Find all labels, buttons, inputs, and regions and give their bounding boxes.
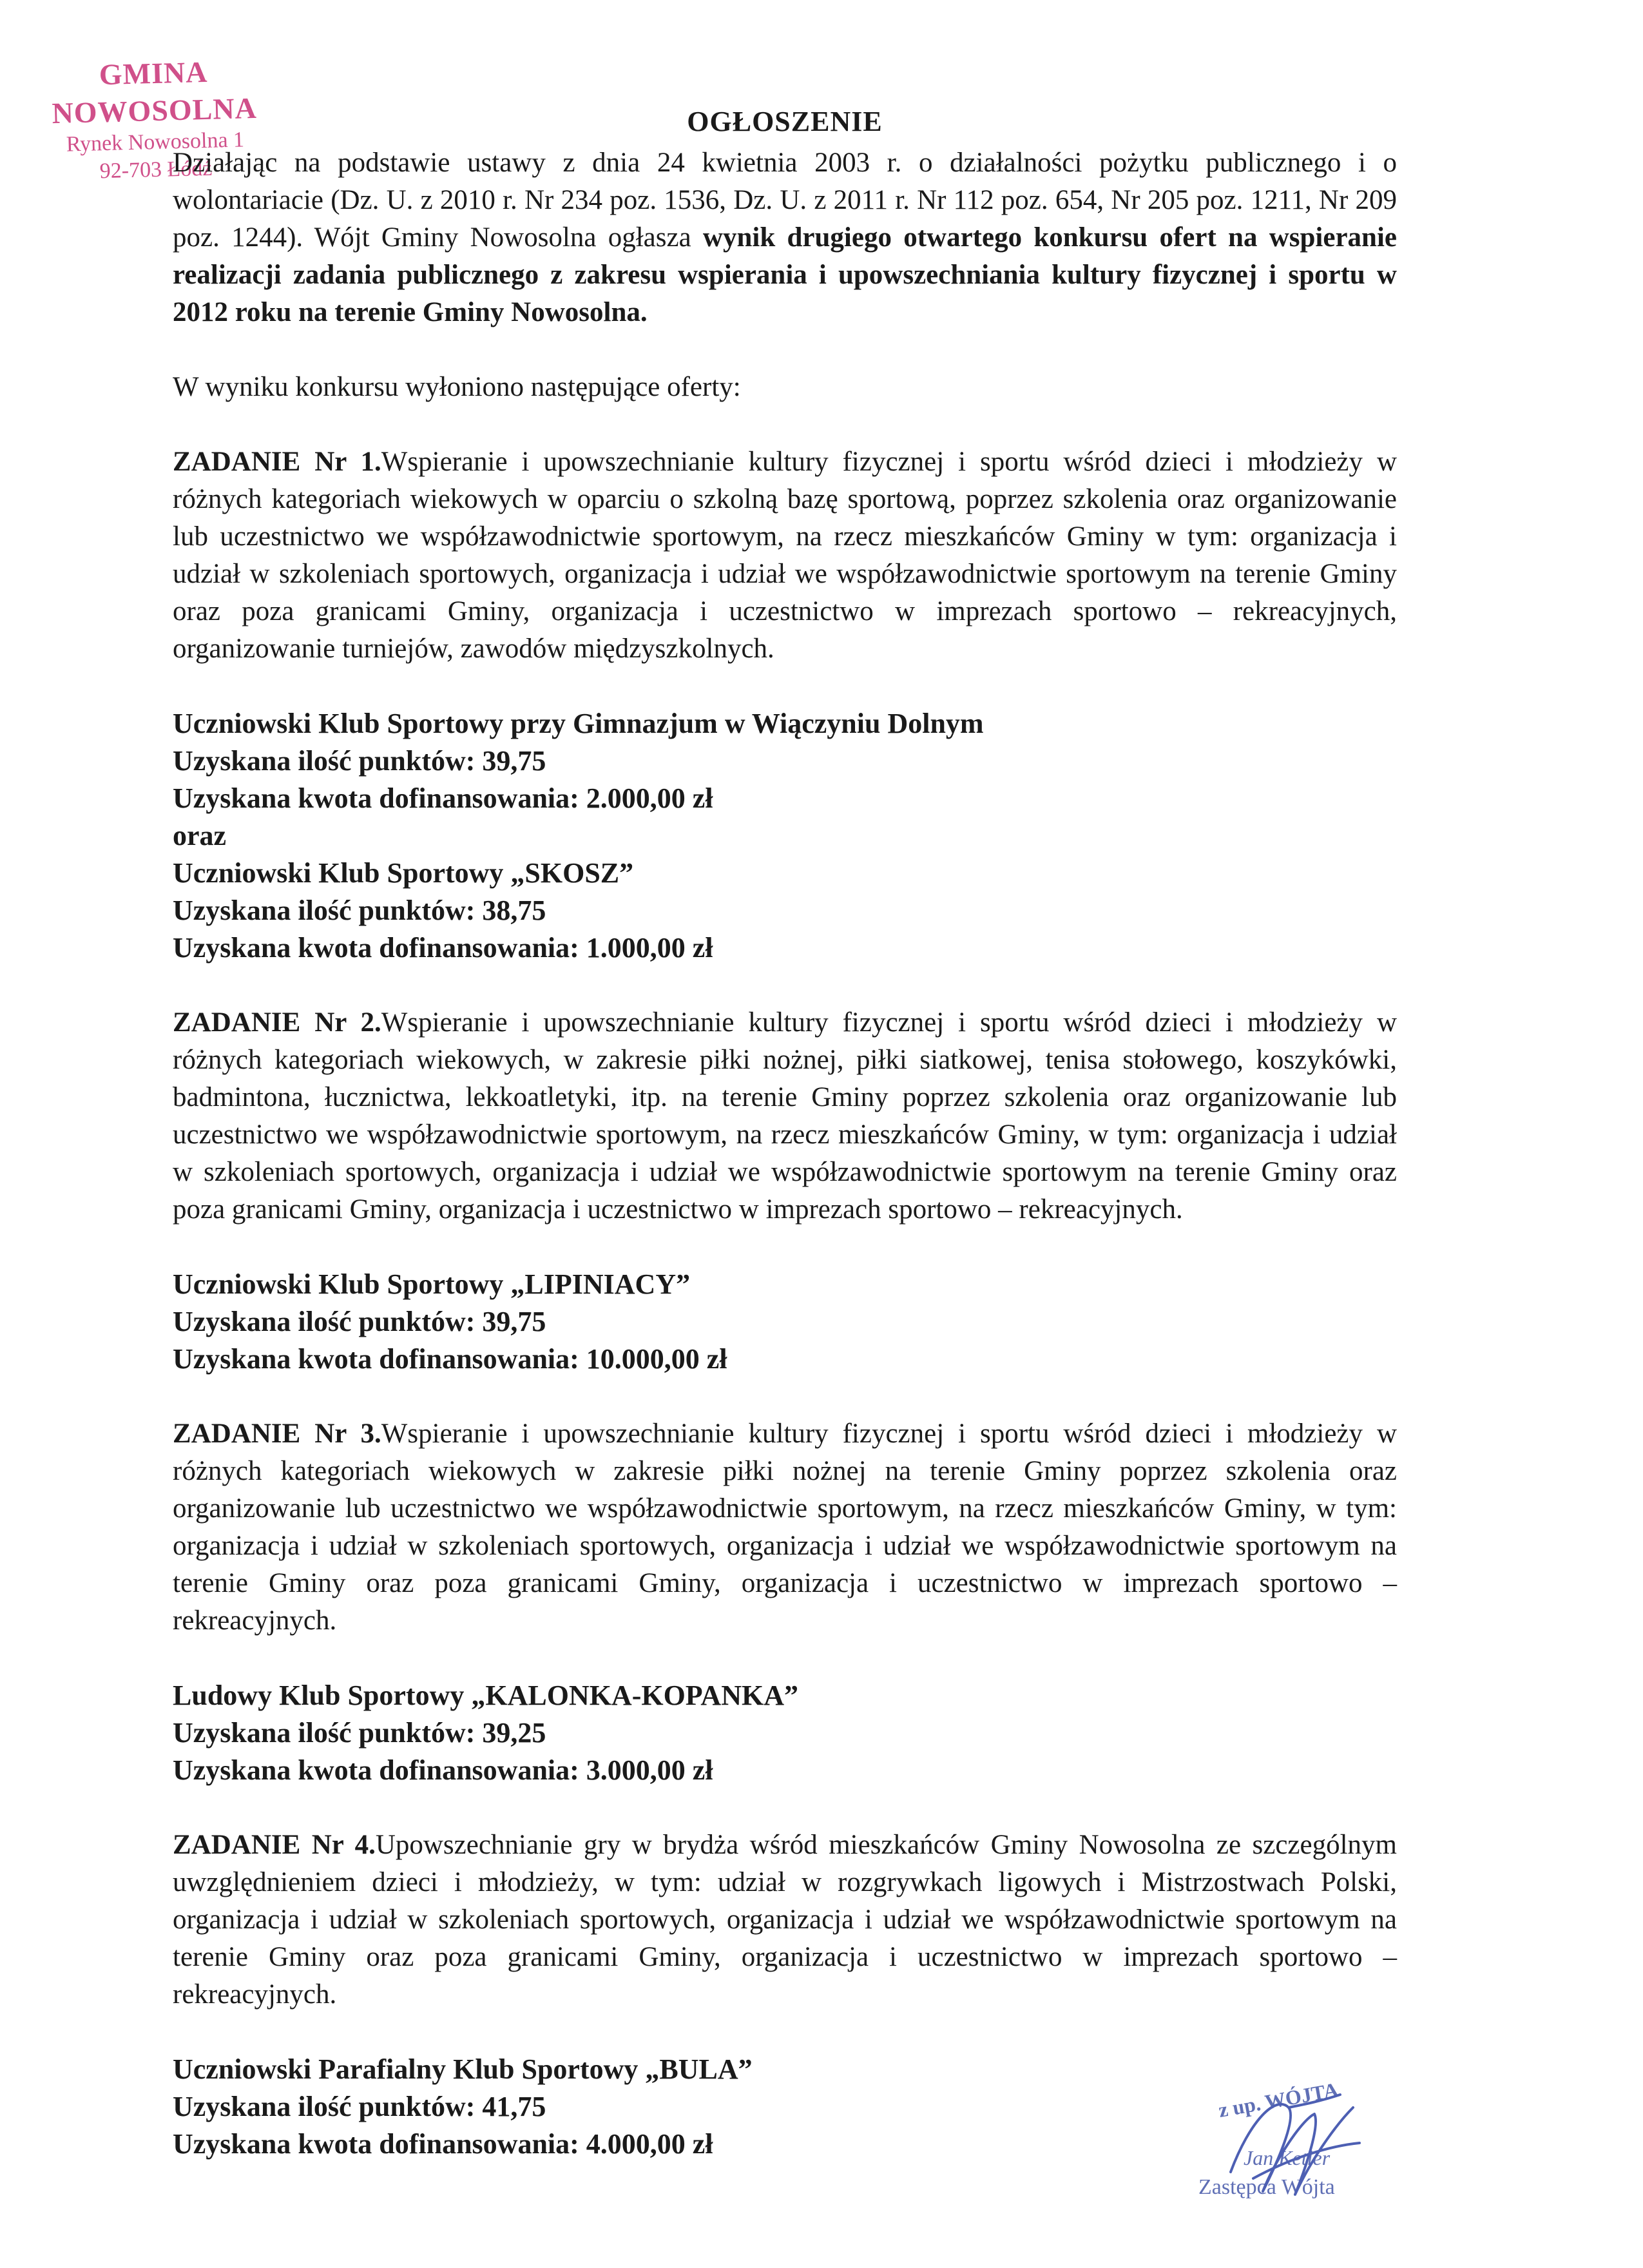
stamp-line-2: Rynek Nowosolna 1 — [66, 128, 245, 157]
result-line: Uczniowski Parafialny Klub Sportowy „BULA” — [173, 2053, 753, 2085]
result-line: Uzyskana ilość punktów: 39,75 — [173, 1306, 546, 1337]
intro-text: Działając na podstawie ustawy z dnia 24 kwietnia 2003 r. o działalności pożytku publicznego i o wolontariacie (Dz. U. z 2010 r. Nr 234 poz. 1536, Dz. U. z 2011 r. Nr 112 poz. 654, Nr 205 poz. 1211, Nr 209 poz. 1244). Wójt Gminy Nowosolna ogłasza — [173, 148, 1397, 253]
task-text: Wspieranie i upowszechnianie kultury fizycznej i sportu wśród dzieci i młodzieży w różnych kategoriach wiekowych w zakresie piłki nożnej na terenie Gminy poprzez szkolenia oraz organizowanie lub uczestnictwo we współzawodnictwie sportowym, na rzecz mieszkańców Gminy, w tym: organizacja i udział w szkoleniach sportowych, organizacja i udział we współzawodnictwie sportowym na terenie Gminy oraz poza granicami Gminy, organizacja i uczestnictwo w imprezach sportowo – rekreacyjnych. — [173, 1419, 1397, 1636]
task-text: Wspieranie i upowszechnianie kultury fizycznej i sportu wśród dzieci i młodzieży w różnych kategoriach wiekowych w oparciu o szkolną bazę sportową, poprzez szkolenia oraz organizowanie lub uczestnictwo we współzawodnictwie sportowym, na rzecz mieszkańców Gminy w tym: organizacja i udział w szkoleniach sportowych, organizacja i udział we współzawodnictwie sportowym na terenie Gminy oraz poza granicami Gminy, organizacja i uczestnictwo w imprezach sportowo – rekreacyjnych, organizowanie turniejów, zawodów międzyszkolnych. — [173, 447, 1397, 664]
result-line: Uzyskana ilość punktów: 38,75 — [173, 895, 546, 926]
signature-line-3: Zastępca Wójta — [1198, 2175, 1335, 2199]
task-label: ZADANIE Nr 1. — [173, 447, 381, 477]
stamp-line-3: 92-703 Łódź — [99, 156, 213, 183]
task-paragraph — [173, 443, 1397, 668]
result-line: Uczniowski Klub Sportowy „SKOSZ” — [173, 857, 634, 889]
result-line: Uzyskana kwota dofinansowania: 1.000,00 zł — [173, 932, 713, 964]
result-line: Uczniowski Klub Sportowy przy Gimnazjum w Wiączyniu Dolnym — [173, 708, 984, 739]
result-line: Uzyskana ilość punktów: 39,25 — [173, 1717, 546, 1749]
result-line: Ludowy Klub Sportowy „KALONKA-KOPANKA” — [173, 1680, 798, 1711]
task-paragraph — [173, 1415, 1397, 1640]
task-label: ZADANIE Nr 4. — [173, 1830, 376, 1860]
result-line: Uzyskana ilość punktów: 41,75 — [173, 2091, 546, 2122]
task-paragraph — [173, 1004, 1397, 1228]
stamp-line-1: GMINA NOWOSOLNA — [51, 55, 258, 130]
result-line: Uzyskana kwota dofinansowania: 4.000,00 zł — [173, 2128, 713, 2160]
result-line: Uczniowski Klub Sportowy „LIPINIACY” — [173, 1268, 691, 1300]
document-title: OGŁOSZENIE — [687, 106, 883, 137]
intro-paragraph — [173, 144, 1397, 331]
intro-bold-text: wynik drugiego otwartego konkursu ofert na wspieranie realizacji zadania publicznego z zakresu wspierania i upowszechniania kultury fizycznej i sportu w 2012 roku na terenie Gminy Nowosolna. — [173, 222, 1397, 327]
result-line: Uzyskana kwota dofinansowania: 3.000,00 zł — [173, 1754, 713, 1786]
result-line: Uzyskana ilość punktów: 39,75 — [173, 745, 546, 777]
signature-line-1: z up. WÓJTA — [1216, 2077, 1340, 2122]
signature-stamp — [1192, 2077, 1398, 2249]
result-line: Uzyskana kwota dofinansowania: 10.000,00 zł — [173, 1343, 727, 1375]
result-line: oraz — [173, 820, 227, 851]
handwritten-signature-icon — [1192, 2082, 1398, 2249]
task-label: ZADANIE Nr 2. — [173, 1007, 381, 1038]
task-label: ZADANIE Nr 3. — [173, 1419, 381, 1449]
task-results — [173, 1266, 1397, 1378]
result-line: Uzyskana kwota dofinansowania: 2.000,00 zł — [173, 782, 713, 814]
task-paragraph — [173, 1827, 1397, 2013]
signature-line-2: Jan Ketler — [1244, 2146, 1331, 2169]
selected-offers-intro: W wyniku konkursu wyłoniono następujące oferty: — [173, 372, 741, 402]
task-text: Wspieranie i upowszechnianie kultury fizycznej i sportu wśród dzieci i młodzieży w różnych kategoriach wiekowych, w zakresie piłki nożnej, piłki siatkowej, tenisa stołowego, koszykówki, badmintona, łucznictwa, lekkoatletyki, itp. na terenie Gminy poprzez szkolenia oraz organizowanie lub uczestnictwo we współzawodnictwie sportowym, na rzecz mieszkańców Gminy, w tym: organizacja i udział w szkoleniach sportowych, organizacja i udział we współzawodnictwie sportowym na terenie Gminy oraz poza granicami Gminy, organizacja i uczestnictwo w imprezach sportowo – rekreacyjnych. — [173, 1007, 1397, 1225]
task-text: Upowszechnianie gry w brydża wśród mieszkańców Gminy Nowosolna ze szczególnym uwzględnieniem dzieci i młodzieży, w tym: udział w rozgrywkach ligowych i Mistrzostwach Polski, organizacja i udział w szkoleniach sportowych, organizacja i udział we współzawodnictwie sportowym na terenie Gminy oraz poza granicami Gminy, organizacja i uczestnictwo w imprezach sportowo – rekreacyjnych. — [173, 1830, 1397, 2010]
task-results — [173, 705, 1397, 967]
document-body — [173, 103, 1397, 2163]
task-results — [173, 1677, 1397, 1789]
